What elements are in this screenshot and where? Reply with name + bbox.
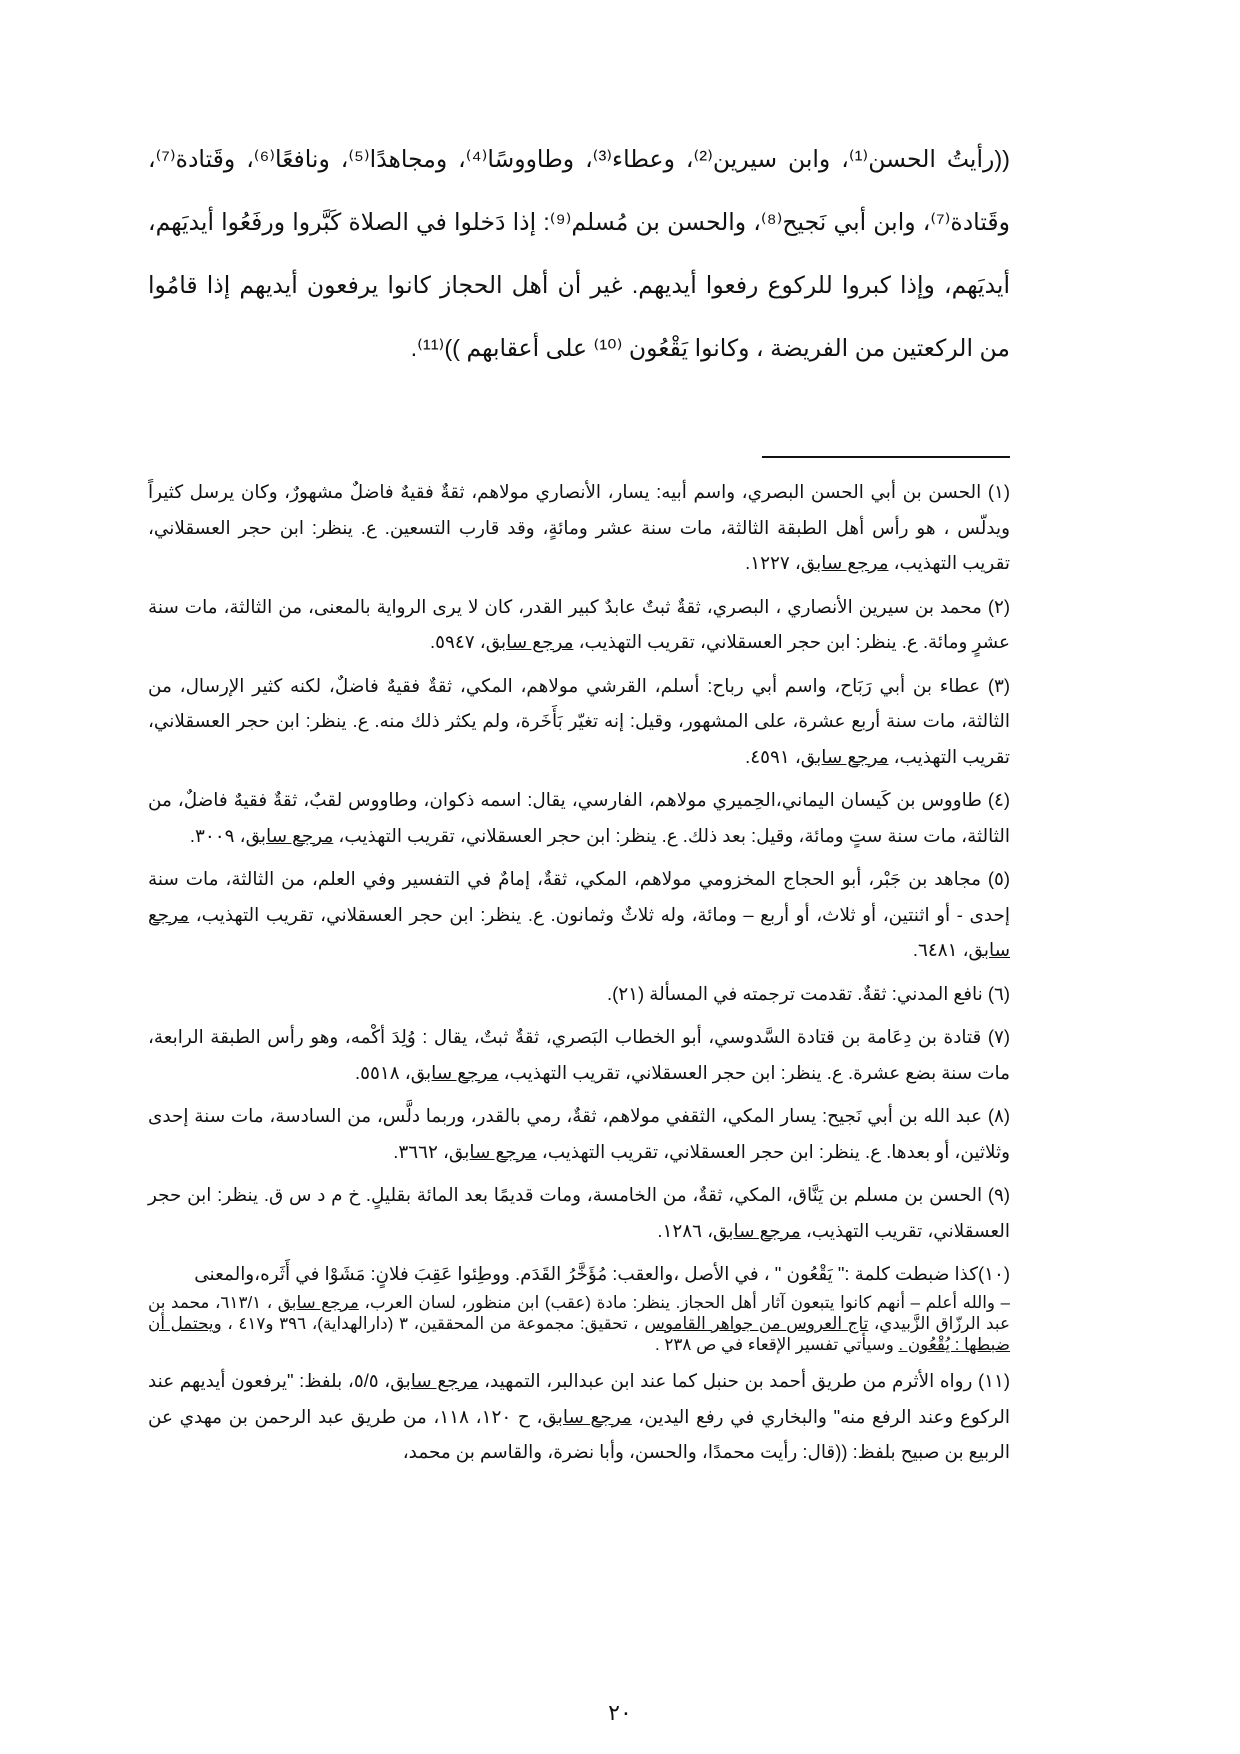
footnote-tail: ، ٣٦٦٢. xyxy=(393,1140,449,1162)
footnote-text: قتادة بن دِعَامة بن قتادة السَّدوسي، أبو الخطاب البَصري، ثقةٌ ثبتٌ، يقال : وُلِدَ أكْمه، وهو رأس الطبقة الرابعة، مات سنة بضع عشرة. ع. ينظر: ابن حجر العسقلاني، تقريب التهذيب، xyxy=(148,1026,1010,1083)
footnote-11-text-c: ، ح ١٢٠، ١١٨، من طريق عبد الرحمن بن مهدي عن الربيع بن صبيح بلفظ: ((قال: رأيت محمدًا، والحسن، وأبا نضرة، والقاسم بن محمد، xyxy=(148,1405,1010,1462)
footnote-tail: ، ٤٥٩١. xyxy=(745,745,801,767)
footnote-text: مجاهد بن جَبْر، أبو الحجاج المخزومي مولاهم، المكي، ثقةٌ، إمامٌ في التفسير وفي العلم، من الثالثة، مات سنة إحدى - أو اثنتين، أو ثلاث، أو أربع – ومائة، وله ثلاثٌ وثمانون. ع. ينظر: ابن حجر العسقلاني، تقريب التهذيب، xyxy=(148,868,1010,925)
footnote-10-text-b: ، ٦١٣/١، محمد بن عبد الرزّاق الزَّبيدي، xyxy=(148,1293,1010,1333)
page-number: ٢٠ xyxy=(608,1700,632,1725)
main-body-text xyxy=(148,128,1010,380)
footnote-11-reference-1: مرجع سابق xyxy=(390,1370,479,1391)
footnote-tail: ، ٥٥١٨. xyxy=(355,1061,411,1083)
footnote-10-text-a: – والله أعلم – أنهم كانوا يتبعون آثار أهل الحجاز. ينظر: مادة (عقب) ابن منظور، لسان العرب، xyxy=(364,1293,1010,1312)
footnote-text: عبد الله بن أبي نَجيح: يسار المكي، الثقفي مولاهم، ثقةٌ، رمي بالقدر، وربما دلَّس، من السادسة، مات سنة إحدى وثلاثين، أو بعدها. ع. ينظر: ابن حجر العسقلاني، تقريب التهذيب، xyxy=(148,1105,1010,1162)
footnote-label: (٧) xyxy=(987,1026,1010,1047)
footnote-label: (٨) xyxy=(987,1105,1010,1126)
footnote-item xyxy=(148,1177,1010,1248)
footnote-11 xyxy=(148,1363,1010,1470)
footnote-label: (٩) xyxy=(987,1184,1010,1205)
footnote-tail: ، ٣٠٠٩. xyxy=(189,824,246,846)
footnote-10-text-c: ، تحقيق: مجموعة من المحققين، ٣ (دارالهداية)، ٣٩٦ و٤١٧ ، xyxy=(227,1314,639,1333)
footnote-text: الحسن بن مسلم بن يَنَّاق، المكي، ثقةٌ، من الخامسة، ومات قديمًا بعد المائة بقليلٍ. خ م د س ق. ينظر: ابن حجر العسقلاني، تقريب التهذيب، xyxy=(148,1184,1010,1241)
footnote-reference: مرجع سابق xyxy=(485,631,574,652)
footnote-text: نافع المدني: ثقةٌ. تقدمت ترجمته في المسألة (٢١). xyxy=(606,982,983,1004)
footnote-reference: مرجع سابق xyxy=(713,1219,801,1241)
footnote-item xyxy=(148,589,1010,660)
footnote-10-reference-1: مرجع سابق xyxy=(277,1293,359,1312)
footnote-reference: مرجع سابق xyxy=(410,1061,499,1083)
footnote-tail: ، ٦٤٨١. xyxy=(912,939,969,960)
footnote-tail: ، ٥٩٤٧. xyxy=(430,631,486,652)
footnote-text: طاووس بن كَيسان اليماني،الحِميري مولاهم، الفارسي، يقال: اسمه ذكوان، وطاووس لقبٌ، ثقةٌ فقيهٌ فاضلٌ، من الثالثة، مات سنة ستٍ ومائة، وقيل: بعد ذلك. ع. ينظر: ابن حجر العسقلاني، تقريب التهذيب، xyxy=(148,789,1010,846)
footnote-10-first-line: (١٠)كذا ضبطت كلمة :" يَقْعُون " ، في الأصل ،والعقب: مُؤَخَّرُ القَدَم. ووطِئوا عَقِبَ فلانٍ: مَشَوْا في أَثَره،والمعنى xyxy=(194,1263,1010,1284)
footnote-10-reference-3: ويحتمل أن ضبطها : يُقْعُون . xyxy=(148,1314,1010,1354)
footnote-item xyxy=(148,1019,1010,1090)
footnote-list xyxy=(148,474,1010,1248)
footnotes-section xyxy=(148,474,1010,1478)
footnote-11-text-a: رواه الأثرم من طريق أحمد بن حنبل كما عند ابن عبدالبر، التمهيد، xyxy=(484,1370,973,1391)
footnote-11-label: (١١) xyxy=(977,1370,1010,1391)
footnote-10-reference-2: تاج العروس من جواهر القاموس xyxy=(644,1314,869,1333)
footnote-label: (٦) xyxy=(987,982,1010,1004)
footnote-reference: مرجع سابق xyxy=(800,745,889,767)
footnote-separator xyxy=(762,456,1010,458)
footnote-label: (٢) xyxy=(987,595,1010,617)
footnote-10 xyxy=(148,1256,1010,1355)
footnote-reference: مرجع سابق xyxy=(800,552,889,573)
footnote-reference: مرجع سابق xyxy=(245,824,334,846)
footnote-11-reference-2: مرجع سابق xyxy=(542,1405,632,1427)
footnote-reference: مرجع سابق xyxy=(448,1140,537,1162)
main-paragraph: ((رأيتُ الحسن⁽¹⁾، وابن سيرين⁽²⁾، وعطاء⁽³⁾، وطاووسًا⁽⁴⁾، ومجاهدًا⁽⁵⁾، ونافعًا⁽⁶⁾، وقَتادة⁽⁷⁾، وقَتادة⁽⁷⁾، وابن أبي نَجيح⁽⁸⁾، والحسن بن مُسلم⁽⁹⁾: إذا دَخلوا في الصلاة كَبَّروا ورفَعُوا أيديَهم، أيديَهم، وإذا كبروا للركوع رفعوا أيديهم. غير أن أهل الحجاز كانوا يرفعون أيديهم إذا قامُوا من الركعتين من الفريضة ، وكانوا يَقْعُون ⁽¹⁰⁾ على أعقابهم ))⁽¹¹⁾. xyxy=(148,146,1011,361)
footnote-tail: ، ١٢٨٦. xyxy=(657,1219,714,1241)
footnote-item xyxy=(148,782,1010,853)
footnote-11-text-b: ، ٥/٥، بلفظ: "يرفعون أيديهم عند الركوع وعند الرفع منه" والبخاري في رفع اليدين، xyxy=(148,1370,1011,1427)
footnote-label: (١) xyxy=(987,481,1010,502)
footnote-tail: ، ١٢٢٧. xyxy=(745,552,801,573)
footnote-item xyxy=(148,474,1010,581)
footnote-item xyxy=(148,976,1010,1012)
footnote-label: (٥) xyxy=(987,868,1010,889)
footnote-label: (٣) xyxy=(987,674,1010,696)
footnote-item xyxy=(148,668,1010,775)
footnote-text: محمد بن سيرين الأنصاري ، البصري، ثقةٌ ثبتٌ عابدٌ كبير القدر، كان لا يرى الرواية بالمعنى، من الثالثة، مات سنة عشرٍ ومائة. ع. ينظر: ابن حجر العسقلاني، تقريب التهذيب، xyxy=(148,595,1010,652)
footnote-text: عطاء بن أبي رَبَاح، واسم أبي رباح: أسلم، القرشي مولاهم، المكي، ثقةٌ فقيهٌ فاضلٌ، لكنه كثير الإرسال، من الثالثة، مات سنة أربع عشرة، على المشهور، وقيل: إنه تغيّر بَأَخَرة، ولم يكثر ذلك منه. ع. ينظر: ابن حجر العسقلاني، تقريب التهذيب، xyxy=(148,674,1010,767)
footnote-10-text-d: وسيأتي تفسير الإقعاء في ص ٢٣٨ . xyxy=(655,1335,894,1354)
footnote-item xyxy=(148,1098,1010,1169)
footnote-text: الحسن بن أبي الحسن البصري، واسم أبيه: يسار، الأنصاري مولاهم، ثقةٌ فقيهٌ فاضلٌ مشهورٌ، وكان يرسل كثيراً ويدلّس ، هو رأس أهل الطبقة الثالثة، مات سنة عشر ومائةٍ، وقد قارب التسعين. ع. ينظر: ابن حجر العسقلاني، تقريب التهذيب، xyxy=(148,481,1010,573)
footnote-label: (٤) xyxy=(987,789,1010,810)
footnote-reference: مرجع سابق xyxy=(148,903,1010,960)
footnote-item xyxy=(148,861,1010,968)
